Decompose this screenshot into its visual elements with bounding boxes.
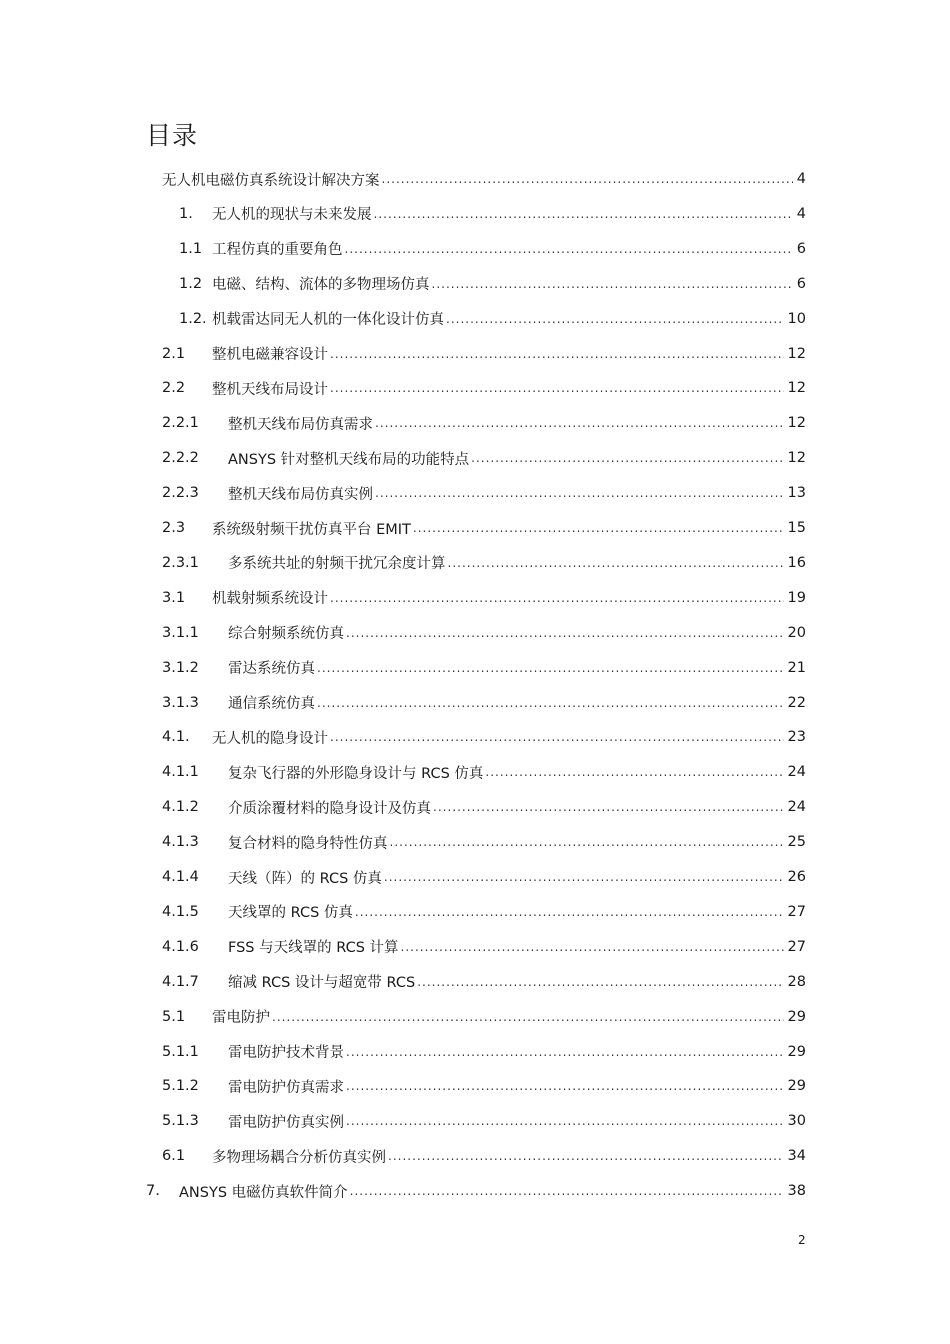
toc-entry-page: 34 [787, 1148, 806, 1165]
dot-leader [317, 696, 784, 710]
toc-entry-title: ANSYS 电磁仿真软件简介 [179, 1184, 348, 1201]
dot-leader [355, 905, 784, 919]
toc-entry-number: 3.1.3 [162, 694, 199, 711]
dot-leader [413, 521, 784, 535]
toc-entry-title: 多物理场耦合分析仿真实例 [212, 1149, 386, 1166]
dot-leader [330, 591, 784, 605]
toc-entry-page: 4 [796, 205, 806, 222]
toc-entry[interactable] [162, 342, 806, 366]
toc-entry-page: 12 [787, 450, 806, 467]
toc-entry-number: 5.1 [162, 1008, 186, 1025]
toc-entry-page: 26 [787, 869, 806, 885]
dot-leader [485, 765, 783, 779]
dot-leader [446, 312, 784, 326]
toc-entry-page: 6 [796, 240, 806, 257]
toc-entry-page: 12 [787, 345, 806, 362]
dot-leader [448, 556, 784, 570]
toc-entry-page: 24 [787, 799, 806, 816]
dot-leader [346, 1045, 784, 1059]
toc-entry-title: 综合射频系统仿真 [228, 626, 344, 643]
toc-entry-number: 4.1. [162, 729, 190, 746]
dot-leader [388, 1149, 784, 1163]
toc-entry[interactable] [162, 621, 806, 645]
toc-entry-number: 3.1 [162, 589, 186, 606]
toc-entry-page: 12 [787, 380, 806, 397]
toc-entry-number: 2.2.1 [162, 415, 199, 432]
toc-entry-title: ANSYS 针对整机天线布局的功能特点 [228, 451, 470, 468]
toc-entry[interactable] [162, 1109, 806, 1133]
dot-leader [346, 1079, 784, 1093]
toc-entry-page: 15 [787, 520, 806, 536]
toc-entry-title: 工程仿真的重要角色 [212, 242, 343, 259]
toc-entry[interactable] [162, 586, 806, 610]
dot-leader [374, 207, 793, 221]
toc-entry-page: 19 [787, 589, 806, 606]
toc-entry-title: 整机天线布局仿真需求 [228, 416, 373, 433]
toc-entry-title: 雷电防护技术背景 [228, 1045, 344, 1061]
toc-entry-page: 24 [787, 764, 806, 781]
toc-entry-title: 整机天线布局设计 [212, 381, 328, 398]
toc-entry-title: 天线（阵）的 RCS 仿真 [228, 870, 382, 887]
dot-leader [433, 800, 784, 814]
toc-entry-page: 23 [787, 729, 806, 746]
page-number: 2 [798, 1233, 806, 1247]
toc-entry-title: 雷电防护仿真实例 [228, 1114, 344, 1131]
toc-entry[interactable] [162, 446, 806, 470]
toc-entry-number: 4.1.3 [162, 834, 199, 851]
toc-entry-number: 1.2. [179, 310, 207, 327]
dot-leader [346, 1114, 784, 1128]
toc-entry[interactable] [162, 1074, 806, 1098]
dot-leader [432, 277, 793, 291]
toc-entry-number: 2.2 [162, 380, 186, 397]
dot-leader [330, 381, 784, 395]
toc-entry-title: 缩减 RCS 设计与超宽带 RCS [228, 975, 416, 992]
toc-entry-number: 2.3 [162, 520, 186, 536]
toc-entry-title: 整机天线布局仿真实例 [228, 486, 373, 503]
toc-entry-page: 21 [787, 659, 806, 676]
toc-entry[interactable] [162, 1144, 806, 1168]
toc-entry-number: 4.1.5 [162, 903, 199, 920]
toc-entry[interactable] [162, 411, 806, 435]
toc-entry-title: 电磁、结构、流体的多物理场仿真 [212, 277, 430, 294]
dot-leader [375, 486, 784, 500]
toc-entry-number: 1.2 [179, 275, 203, 292]
toc-entry[interactable] [162, 656, 806, 680]
toc-entry-title: 通信系统仿真 [228, 696, 315, 712]
toc-entry-page: 16 [787, 554, 806, 571]
toc-entry-page: 30 [787, 1113, 806, 1130]
dot-leader [401, 940, 784, 954]
dot-leader [375, 416, 784, 430]
dot-leader [350, 1184, 784, 1198]
toc-entry[interactable] [162, 795, 806, 819]
toc-entry-title: 系统级射频干扰仿真平台 EMIT [212, 521, 411, 538]
toc-entry-number: 2.2.2 [162, 450, 199, 467]
dot-leader [330, 730, 784, 744]
toc-entry-title: 天线罩的 RCS 仿真 [228, 905, 353, 922]
toc-entry-number: 4.1.7 [162, 973, 199, 990]
toc-entry-title: 复合材料的隐身特性仿真 [228, 835, 388, 852]
toc-entry-number: 3.1.2 [162, 659, 199, 676]
toc-entry-number: 2.3.1 [162, 554, 199, 571]
toc-entry[interactable] [162, 725, 806, 749]
toc-entry-number: 5.1.1 [162, 1043, 199, 1060]
toc-entry[interactable] [162, 516, 806, 540]
toc-entry-number: 4.1.4 [162, 869, 199, 885]
toc-entry-number: 4.1.1 [162, 764, 199, 781]
toc-entry-title: 无人机电磁仿真系统设计解决方案 [162, 172, 380, 189]
toc-entry-title: 无人机的现状与未来发展 [212, 207, 372, 224]
toc-entry-page: 6 [796, 275, 806, 292]
toc-entry-number: 6.1 [162, 1148, 186, 1165]
toc-entry[interactable] [162, 376, 806, 400]
toc-entry-title: 无人机的隐身设计 [212, 730, 328, 747]
toc-entry[interactable] [162, 970, 806, 994]
toc-entry-number: 4.1.6 [162, 938, 199, 955]
toc-entry-number: 5.1.3 [162, 1113, 199, 1130]
toc-entry[interactable] [179, 272, 806, 296]
toc-entry[interactable] [162, 167, 806, 191]
toc-entry-number: 5.1.2 [162, 1078, 199, 1095]
toc-entry[interactable] [162, 481, 806, 505]
dot-leader [346, 626, 784, 640]
toc-entry-title: 机载雷达同无人机的一体化设计仿真 [212, 312, 444, 329]
toc-entry[interactable] [162, 1005, 806, 1029]
toc-entry[interactable] [146, 1179, 806, 1203]
toc-entry-title: 整机电磁兼容设计 [212, 347, 328, 363]
toc-entry-page: 4 [796, 171, 806, 187]
dot-leader [382, 172, 793, 186]
dot-leader [345, 242, 793, 256]
dot-leader [471, 451, 783, 465]
toc-entry[interactable] [162, 865, 806, 889]
toc-entry-page: 27 [787, 938, 806, 955]
toc-heading: 目录 [146, 121, 199, 150]
toc-entry-number: 1. [179, 205, 193, 222]
toc-entry-page: 12 [787, 415, 806, 432]
toc-entry-page: 29 [787, 1008, 806, 1025]
toc-entry[interactable] [162, 900, 806, 924]
toc-entry-page: 20 [787, 624, 806, 641]
dot-leader [317, 661, 784, 675]
toc-entry-number: 1.1 [179, 240, 203, 257]
toc-entry-page: 38 [787, 1183, 806, 1200]
toc-entry-page: 25 [787, 834, 806, 851]
dot-leader [330, 347, 784, 361]
toc-entry-number: 3.1.1 [162, 624, 199, 641]
toc-entry[interactable] [162, 691, 806, 715]
toc-entry-title: 复杂飞行器的外形隐身设计与 RCS 仿真 [228, 765, 484, 782]
toc-entry-page: 28 [787, 973, 806, 990]
toc-entry[interactable] [162, 760, 806, 784]
toc-entry-page: 13 [787, 485, 806, 502]
toc-entry-number: 2.2.3 [162, 485, 199, 502]
dot-leader [384, 870, 784, 884]
toc-entry-title: 雷电防护仿真需求 [228, 1079, 344, 1096]
toc-entry-title: 介质涂覆材料的隐身设计及仿真 [228, 800, 431, 817]
toc-entry-title: 多系统共址的射频干扰冗余度计算 [228, 556, 446, 573]
toc-entry[interactable] [162, 935, 806, 959]
toc-entry[interactable] [179, 237, 806, 261]
toc-entry-number: 4.1.2 [162, 799, 199, 816]
dot-leader [272, 1010, 784, 1024]
toc-entry[interactable] [179, 202, 806, 226]
toc-entry-page: 29 [787, 1078, 806, 1095]
toc-entry-page: 27 [787, 903, 806, 920]
toc-entry-number: 7. [146, 1183, 160, 1200]
toc-entry-page: 10 [787, 310, 806, 327]
toc-entry-page: 29 [787, 1043, 806, 1060]
toc-entry[interactable] [162, 830, 806, 854]
dot-leader [390, 835, 784, 849]
toc-entry[interactable] [162, 551, 806, 575]
toc-entry-page: 22 [787, 694, 806, 711]
toc-entry-title: FSS 与天线罩的 RCS 计算 [228, 940, 399, 957]
toc-entry[interactable] [179, 307, 806, 331]
toc-entry-title: 雷电防护 [212, 1010, 270, 1027]
toc-entry-title: 雷达系统仿真 [228, 661, 315, 678]
dot-leader [417, 975, 783, 989]
toc-entry[interactable] [162, 1040, 806, 1064]
toc-entry-title: 机载射频系统设计 [212, 591, 328, 608]
toc-entry-number: 2.1 [162, 345, 186, 362]
